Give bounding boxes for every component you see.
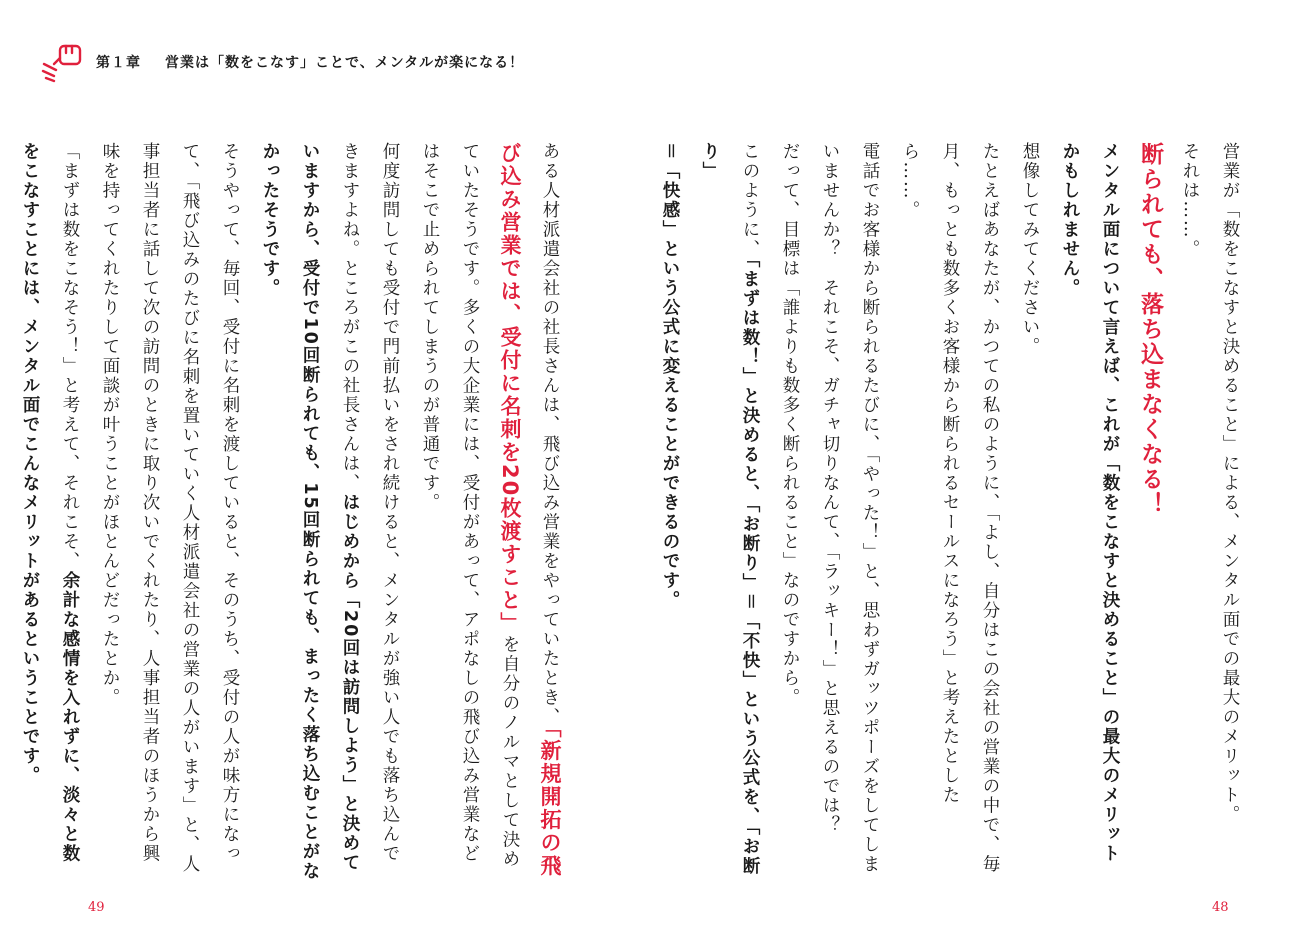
paragraph [250, 142, 410, 882]
bold-text: 「まずは数！」と決めると、「お断り」＝「不快」という公式を、「お断り」 [700, 142, 760, 877]
bold-text: かもしれません。 [1060, 142, 1080, 298]
running-header [40, 40, 524, 84]
paragraph: だって、目標は「誰よりも数多く断られること」なのですから。 [780, 142, 800, 708]
text: このように、 [740, 142, 760, 259]
text: 何度訪問しても受付で門前払いをされ続けると、メンタルが強い人でも落ち込んできますよね。ところがこの社長さんは、 [340, 142, 400, 864]
paragraph: 電話でお客様から断られるたびに、「やった！」と、思わずガッツポーズをしてしまいませんか？ それこそ、ガチャ切りなんて、「ラッキー！」と思えるのでは？ [820, 142, 880, 875]
bold-text: ＝「快感」という公式に変えることができるのです。 [660, 142, 680, 610]
paragraph [10, 142, 90, 882]
paragraph: そうやって、毎回、受付に名刺を渡していると、そのうち、受付の人が味方になって、「飛び込みのたびに名刺を置いていく人材派遣会社の営業の人がいます」と、人事担当者に話して次の訪問のときに取り次いでくれたり、人事担当者のほうから興味を持ってくれたりして面談が叶うことがほとんどだったとか。 [100, 142, 240, 875]
text: 「まずは数をこなそう！」と考えて、それこそ、 [60, 142, 80, 571]
paragraph [410, 142, 570, 882]
page-number-49: 49 [88, 900, 105, 915]
chapter-number: 第１章 [96, 55, 141, 71]
bold-paragraph [1050, 142, 1130, 882]
fist-bump-icon [40, 40, 86, 84]
highlight-headline: 断られても、落ち込まなくなる！ [1137, 142, 1163, 517]
paragraph: 営業が「数をこなすと決めること」による、メンタル面での最大のメリット。 [1220, 142, 1240, 825]
text: ある人材派遣会社の社長さんは、飛び込み営業をやっていたとき、 [540, 142, 560, 727]
chapter-title: 営業は「数をこなす」ことで、メンタルが楽になる！ [165, 55, 525, 71]
bold-text: 余計な感情を入れずに、淡々と数をこなすことには、メンタル面でこんなメリットがあるということです。 [20, 142, 80, 864]
paragraph: 想像してみてください。 [1020, 142, 1040, 357]
page-48-body [660, 142, 1250, 882]
text: を自分のノルマとして決めていたそうです。多くの大企業には、受付があって、アポなしの飛び込み営業などはそこで止められてしまうのが普通です。 [420, 142, 520, 870]
bold-text: はじめから「20回は訪問しよう」と決めていますから、受付で10回断られても、15回断られても、まったく落ち込むことがなかったそうです。 [260, 142, 360, 882]
page-49-body [20, 142, 570, 882]
page-number-48: 48 [1212, 900, 1229, 915]
red-highlight-text: 「新規開拓の飛び込み営業では、受付に名刺を20枚渡すこと」 [498, 142, 562, 878]
paragraph: それは……。 [1180, 142, 1200, 259]
bold-text: メンタル面について言えば、これが「数をこなすと決めること」の最大のメリット [1100, 142, 1120, 864]
paragraph [650, 142, 770, 882]
paragraph: たとえばあなたが、かつての私のように、「よし、自分はこの会社の営業の中で、毎月、もっとも数多くお客様から断られるセールスになろう」と考えたとしたら……。 [900, 142, 1000, 875]
